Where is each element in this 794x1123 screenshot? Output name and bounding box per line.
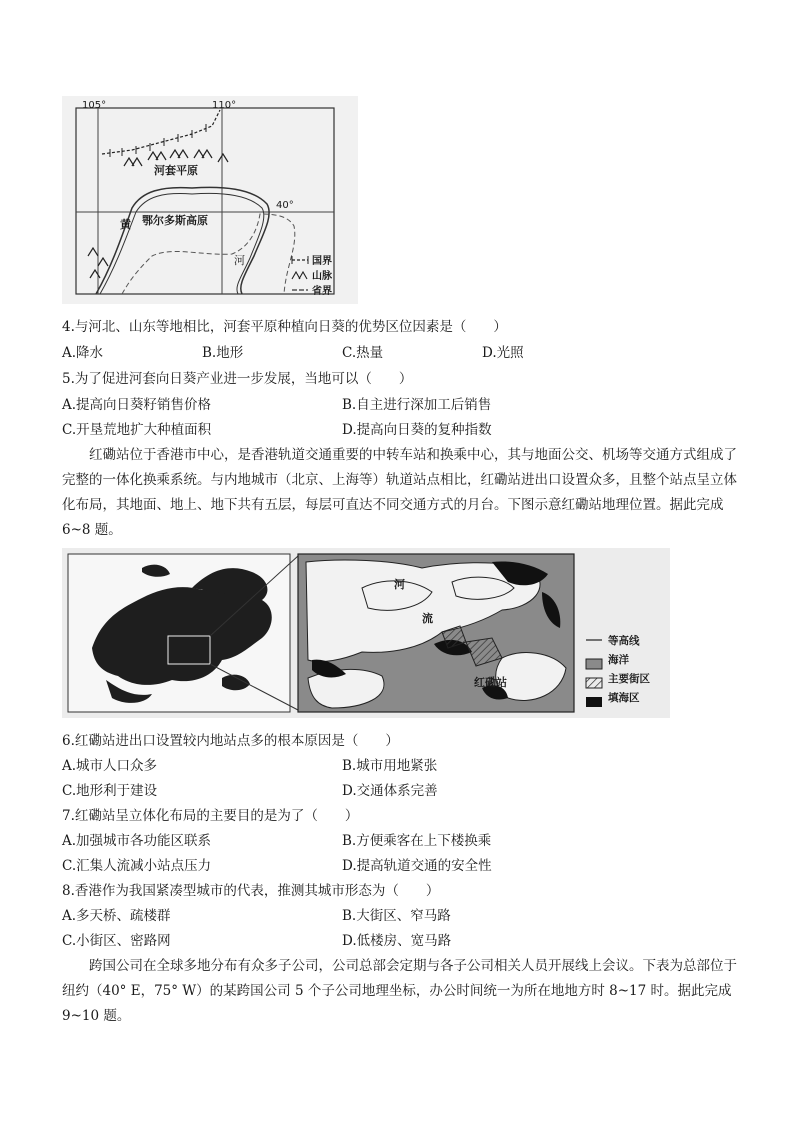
river-label-right: 河: [234, 254, 245, 267]
reclaim-icon: [586, 697, 602, 707]
question-6-stem: 6.红磡站进出口设置较内地站点多的根本原因是（ ）: [62, 733, 399, 749]
q5-option-b: B.自主进行深加工后销售: [342, 397, 492, 413]
map-hung-hom: [62, 548, 670, 718]
q4-option-b: B.地形: [202, 345, 244, 361]
border-icon: [290, 254, 310, 266]
river-label-left: 黄: [120, 218, 131, 231]
street-icon: [586, 678, 602, 688]
province-border-icon: [290, 284, 310, 296]
lat-40-label: 40°: [276, 200, 294, 211]
plain-label: 河套平原: [154, 164, 198, 177]
lon-110-label: 110°: [212, 100, 237, 111]
q6-option-d: D.交通体系完善: [342, 783, 438, 799]
legend-item: 省界: [290, 282, 356, 297]
map1-legend: [290, 252, 356, 297]
passage-hung-hom: 红磡站位于香港市中心，是香港轨道交通重要的中转车站和换乘中心，其与地面公交、机场等交通方式组成了完整的一体化换乘系统。与内地城市（北京、上海等）轨道站点相比，红磡站进出口设置众多，且整个站点呈立体化布局，其地面、地上、地下共有五层，每层可直达不同交通方式的月台。下图示意红磡站地理位置。据此完成 6~8 题。: [62, 447, 737, 538]
q7-option-c: C.汇集人流减小站点压力: [62, 858, 212, 874]
ocean-icon: [586, 659, 602, 669]
q8-option-b: B.大街区、窄马路: [342, 908, 451, 924]
plateau-label: 鄂尔多斯高原: [142, 214, 208, 227]
river-label-2: 流: [422, 612, 433, 625]
q7-option-d: D.提高轨道交通的安全性: [342, 858, 492, 874]
q4-option-a: A.降水: [62, 345, 104, 361]
station-label: 红磡站: [474, 676, 507, 689]
q6-option-b: B.城市用地紧张: [342, 758, 438, 774]
q5-option-d: D.提高向日葵的复种指数: [342, 422, 492, 438]
map-hetao: [62, 96, 358, 304]
question-4-stem: 4.与河北、山东等地相比，河套平原种植向日葵的优势区位因素是（ ）: [62, 319, 507, 335]
legend-item: 山脉: [290, 267, 356, 282]
q8-option-c: C.小街区、密路网: [62, 933, 171, 949]
legend-street-label: 主要街区: [608, 673, 650, 685]
question-7-stem: 7.红磡站呈立体化布局的主要目的是为了（ ）: [62, 808, 359, 824]
national-border: [102, 110, 220, 154]
q4-option-d: D.光照: [482, 345, 524, 361]
q6-option-a: A.城市人口众多: [62, 758, 158, 774]
river-label-1: 河: [394, 578, 405, 591]
q8-option-d: D.低楼房、宽马路: [342, 933, 452, 949]
map2-legend-icons: [586, 640, 602, 707]
q8-option-a: A.多天桥、疏楼群: [62, 908, 171, 924]
mountain-icon: [290, 269, 310, 281]
q5-option-a: A.提高向日葵籽销售价格: [62, 397, 212, 413]
legend-reclaim-label: 填海区: [608, 692, 640, 704]
question-8-stem: 8.香港作为我国紧凑型城市的代表，推测其城市形态为（ ）: [62, 883, 440, 899]
legend-contour-label: 等高线: [608, 635, 640, 647]
q4-option-c: C.热量: [342, 345, 384, 361]
question-5-stem: 5.为了促进河套向日葵产业进一步发展，当地可以（ ）: [62, 371, 413, 387]
lon-105-label: 105°: [82, 100, 107, 111]
q7-option-a: A.加强城市各功能区联系: [62, 833, 212, 849]
map-hung-hom-drawing: [62, 548, 670, 718]
legend-ocean-label: 海洋: [608, 654, 629, 666]
q7-option-b: B.方便乘客在上下楼换乘: [342, 833, 492, 849]
q5-option-c: C.开垦荒地扩大种植面积: [62, 422, 212, 438]
passage-multinational: 跨国公司在全球多地分布有众多子公司，公司总部会定期与各子公司相关人员开展线上会议。下表为总部位于纽约（40° E，75° W）的某跨国公司 5 个子公司地理坐标，办公时间统一为所在地地方时 8~17 时。据此完成 9~10 题。: [62, 958, 737, 1024]
legend-item: 国界: [290, 252, 356, 267]
q6-option-c: C.地形利于建设: [62, 783, 158, 799]
yellow-river: [96, 187, 269, 294]
